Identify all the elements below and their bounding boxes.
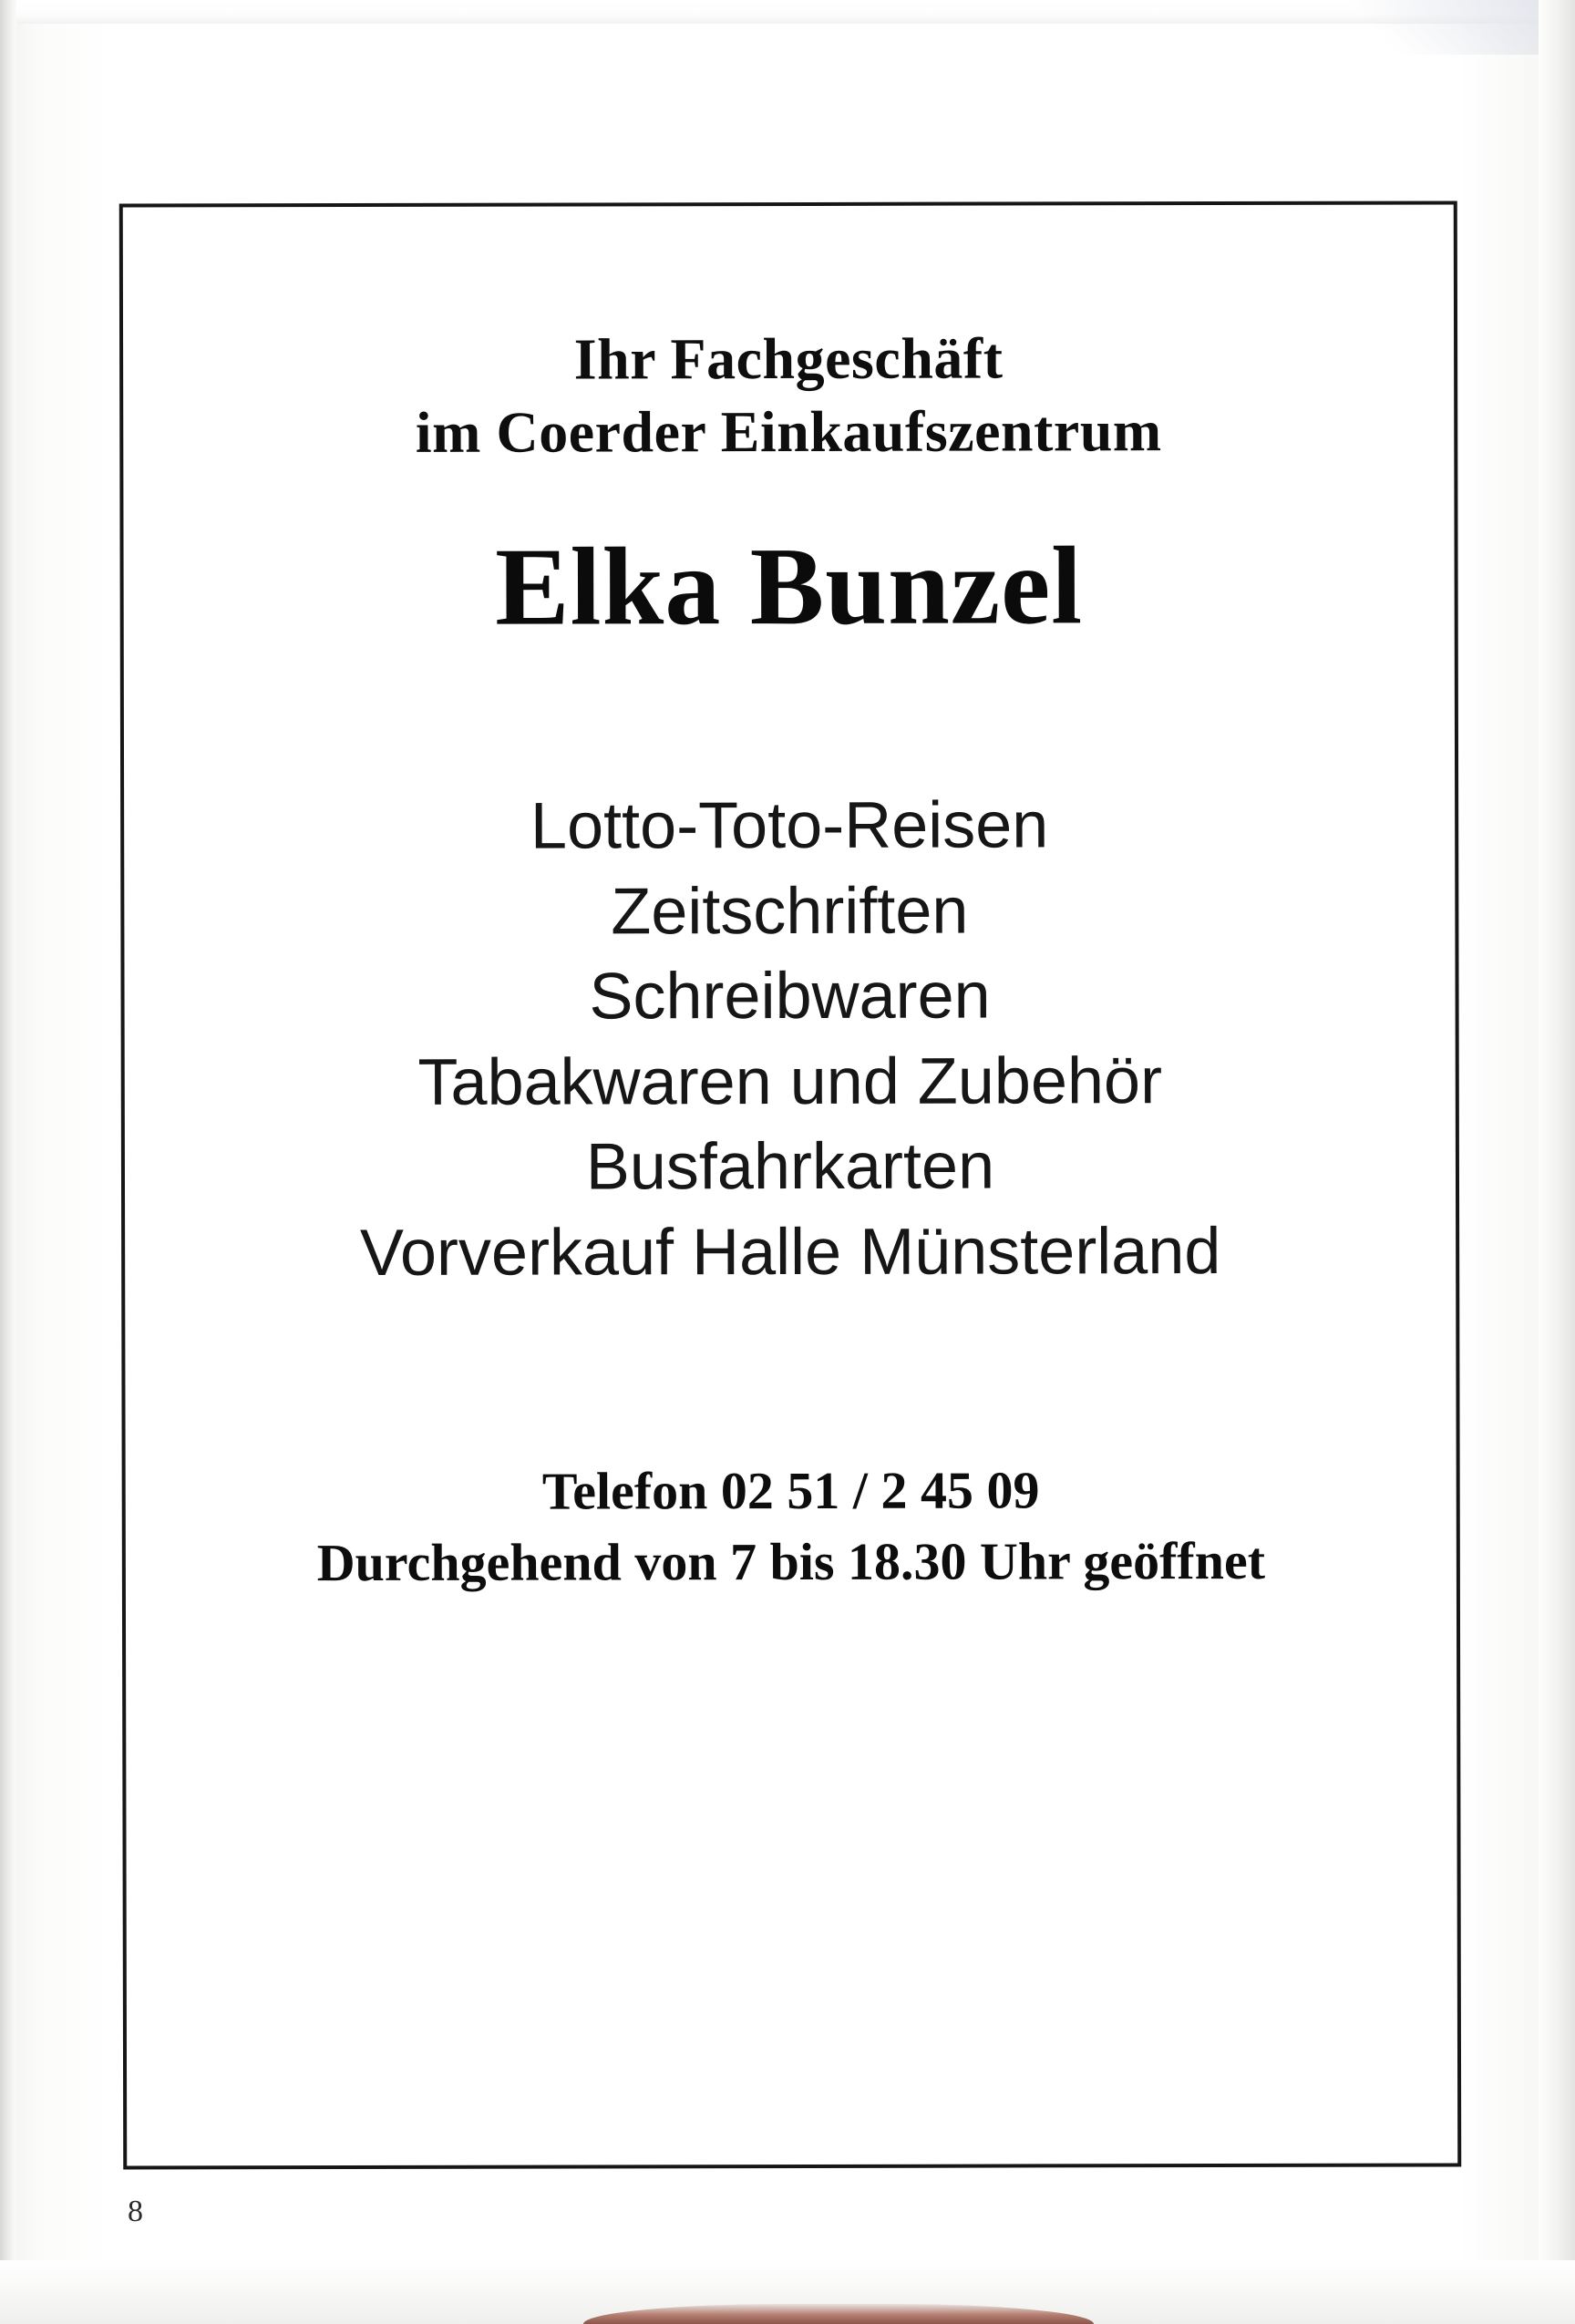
phone-number: Telefon 02 51 / 2 45 09	[541, 1460, 1040, 1521]
ad-headline	[416, 322, 1162, 469]
contact-block	[316, 1455, 1265, 1599]
service-item: Vorverkauf Halle Münsterland	[359, 1215, 1221, 1291]
services-list	[359, 783, 1221, 1297]
ad-headline-line-2: im Coerder Einkaufszentrum	[415, 398, 1162, 465]
service-item: Lotto-Toto-Reisen	[530, 788, 1049, 863]
service-item: Zeitschriften	[611, 874, 969, 949]
scan-edge-right	[1539, 0, 1575, 2324]
advertisement-frame	[119, 201, 1462, 2169]
advertisement-content	[123, 204, 1457, 2165]
page-number: 8	[128, 2195, 143, 2228]
scan-tint-top-right	[1302, 0, 1575, 55]
business-name: Elka Bunzel	[495, 524, 1084, 649]
service-item: Schreibwaren	[589, 959, 991, 1033]
ad-headline-line-1: Ihr Fachgeschäft	[573, 325, 1004, 392]
service-item: Busfahrkarten	[585, 1129, 995, 1204]
scan-edge-left	[0, 0, 16, 2324]
service-item: Tabakwaren und Zubehör	[417, 1044, 1163, 1119]
opening-hours: Durchgehend von 7 bis 18.30 Uhr geöffnet	[316, 1530, 1266, 1593]
